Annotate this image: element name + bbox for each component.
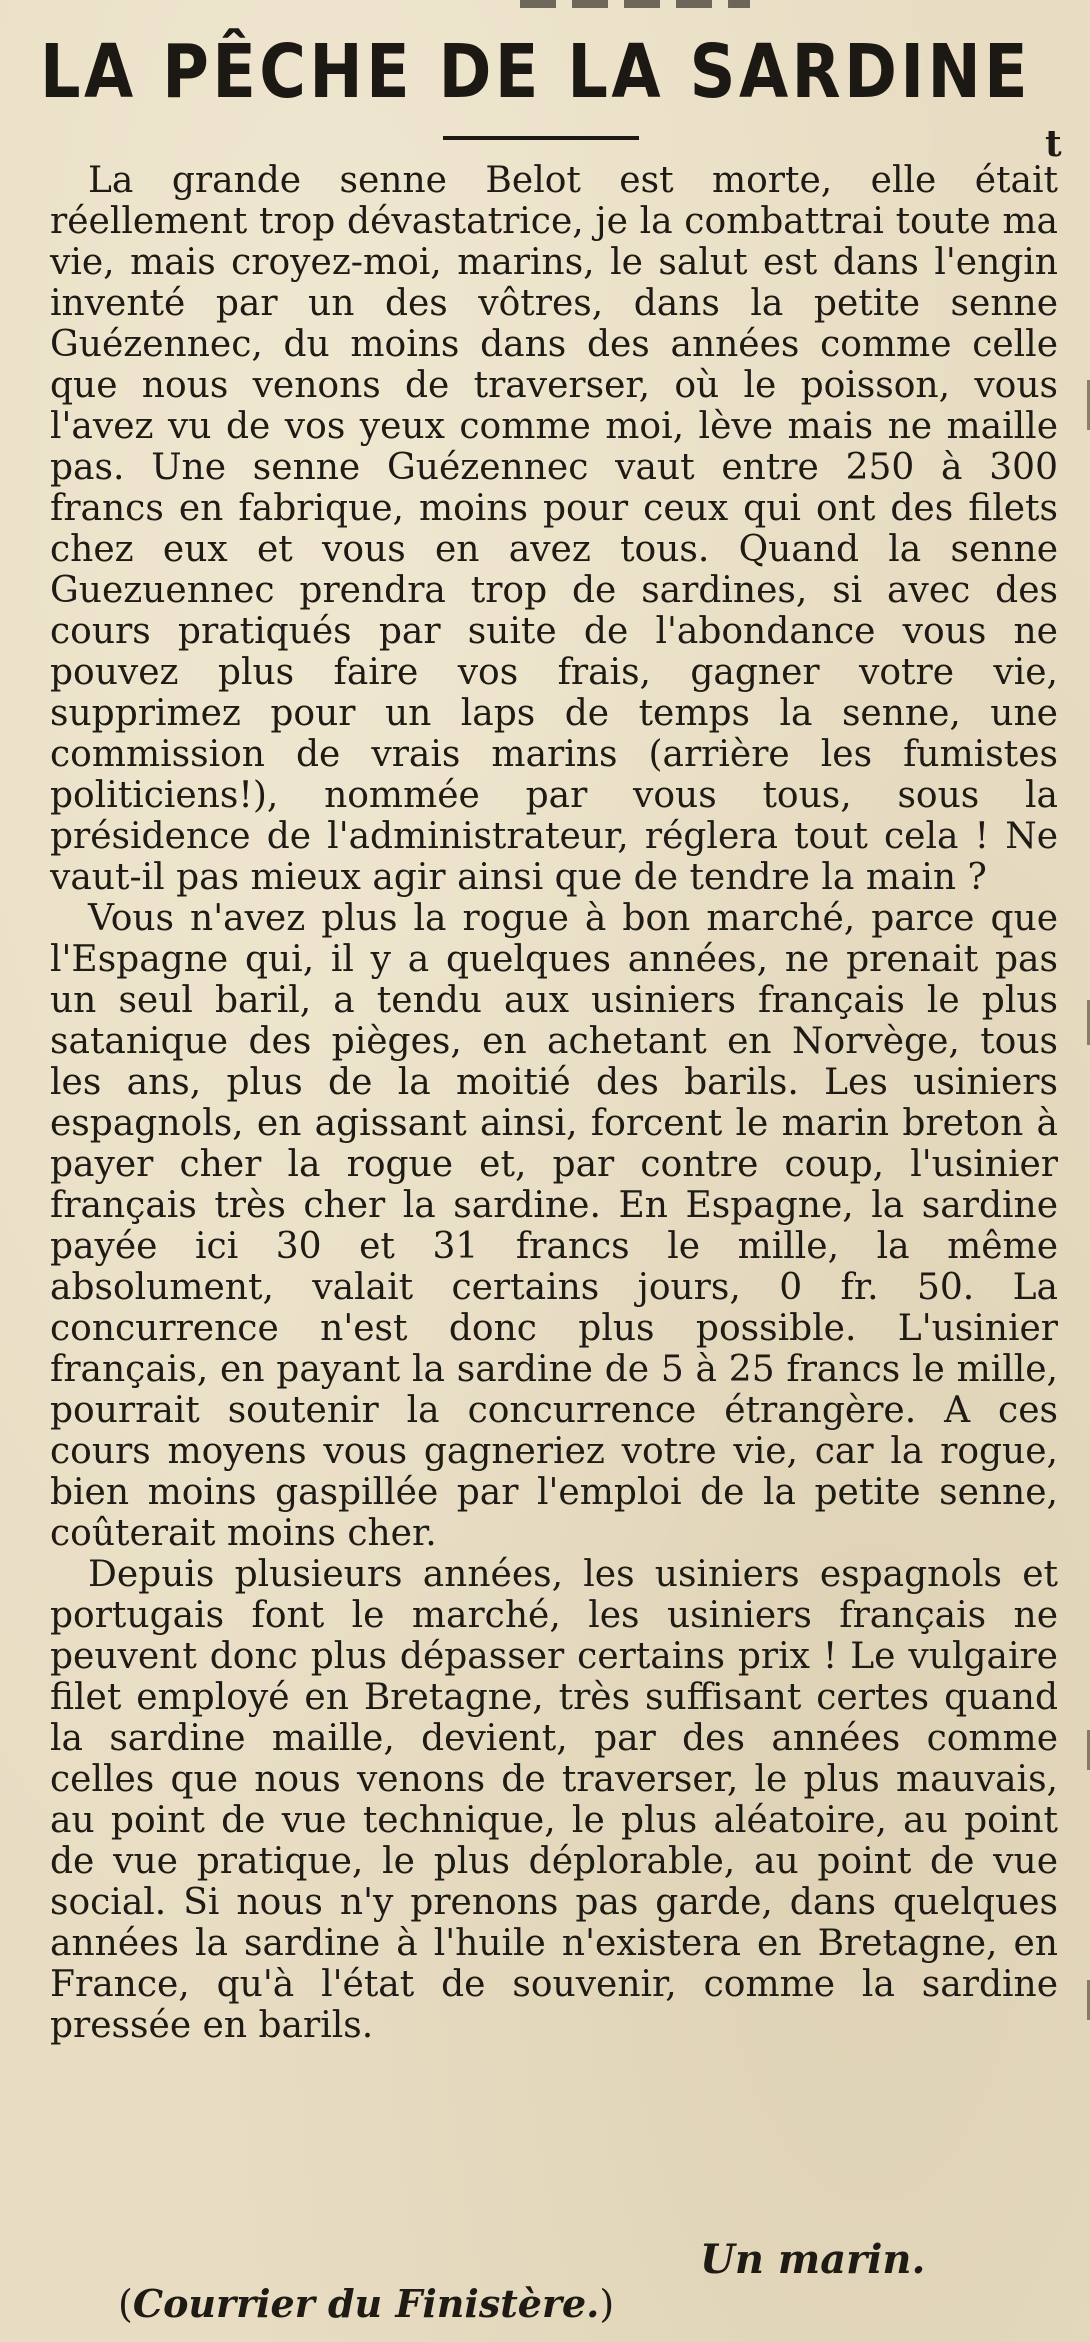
article-headline: LA PÊCHE DE LA SARDINE [40, 29, 1032, 115]
source-open-paren: ( [118, 2282, 133, 2326]
paragraph-1: La grande senne Belot est morte, elle était réellement trop dévastatrice, je la combattrai toute ma vie, mais croyez-moi, marins, le salut est dans l'engin inventé par un des vôtres, dans la petite senne Guézennec, du moins dans des années comme celle que nous venons de traverser, où le poisson, vous l'avez vu de vos yeux comme moi, lève mais ne maille pas. Une senne Guézennec vaut entre 250 à 300 francs en fabrique, moins pour ceux qui ont des filets chez eux et vous en avez tous. Quand la senne Guezuennec prendra trop de sardines, si avec des cours pratiqués par suite de l'abondance vous ne pouvez plus faire vos frais, gagner votre vie, supprimez pour un laps de temps la senne, une commission de vrais marins (arrière les fumistes politiciens!), nommée par vous tous, sous la présidence de l'administrateur, réglera tout cela ! Ne vaut-il pas mieux agir ainsi que de tendre la main ? [50, 160, 1058, 898]
paragraph-3: Depuis plusieurs années, les usiniers espagnols et portugais font le marché, les usiniers français ne peuvent donc plus dépasser certains prix ! Le vulgaire filet employé en Bretagne, très suffisant certes quand la sardine maille, devient, par des années comme celles que nous venons de traverser, le plus mauvais, au point de vue technique, le plus aléatoire, au point de vue pratique, le plus déplorable, au point de vue social. Si nous n'y prenons pas garde, dans quelques années la sardine à l'huile n'existera en Bretagne, en France, qu'à l'état de souvenir, comme la sardine pressée en barils. [50, 1554, 1058, 2046]
source-close-paren: ) [599, 2282, 615, 2326]
signature: Un marin. [700, 2236, 926, 2283]
source-name: Courrier du Finistère. [132, 2281, 600, 2326]
source-credit [118, 2282, 614, 2326]
headline-rule [443, 136, 639, 140]
cut-off-previous-line [520, 0, 750, 8]
stray-print-mark: t [1045, 123, 1062, 165]
article-body [50, 160, 1058, 2046]
paragraph-2: Vous n'avez plus la rogue à bon marché, parce que l'Espagne qui, il y a quelques années, ne prenait pas un seul baril, a tendu aux usiniers français le plus satanique des pièges, en achetant en Norvège, tous les ans, plus de la moitié des barils. Les usiniers espagnols, en agissant ainsi, forcent le marin breton à payer cher la rogue et, par contre coup, l'usinier français très cher la sardine. En Espagne, la sardine payée ici 30 et 31 francs le mille, la même absolument, valait certains jours, 0 fr. 50. La concurrence n'est donc plus possible. L'usinier français, en payant la sardine de 5 à 25 francs le mille, pourrait soutenir la concurrence étrangère. A ces cours moyens vous gagneriez votre vie, car la rogue, bien moins gaspillée par l'emploi de la petite senne, coûterait moins cher. [50, 898, 1058, 1554]
